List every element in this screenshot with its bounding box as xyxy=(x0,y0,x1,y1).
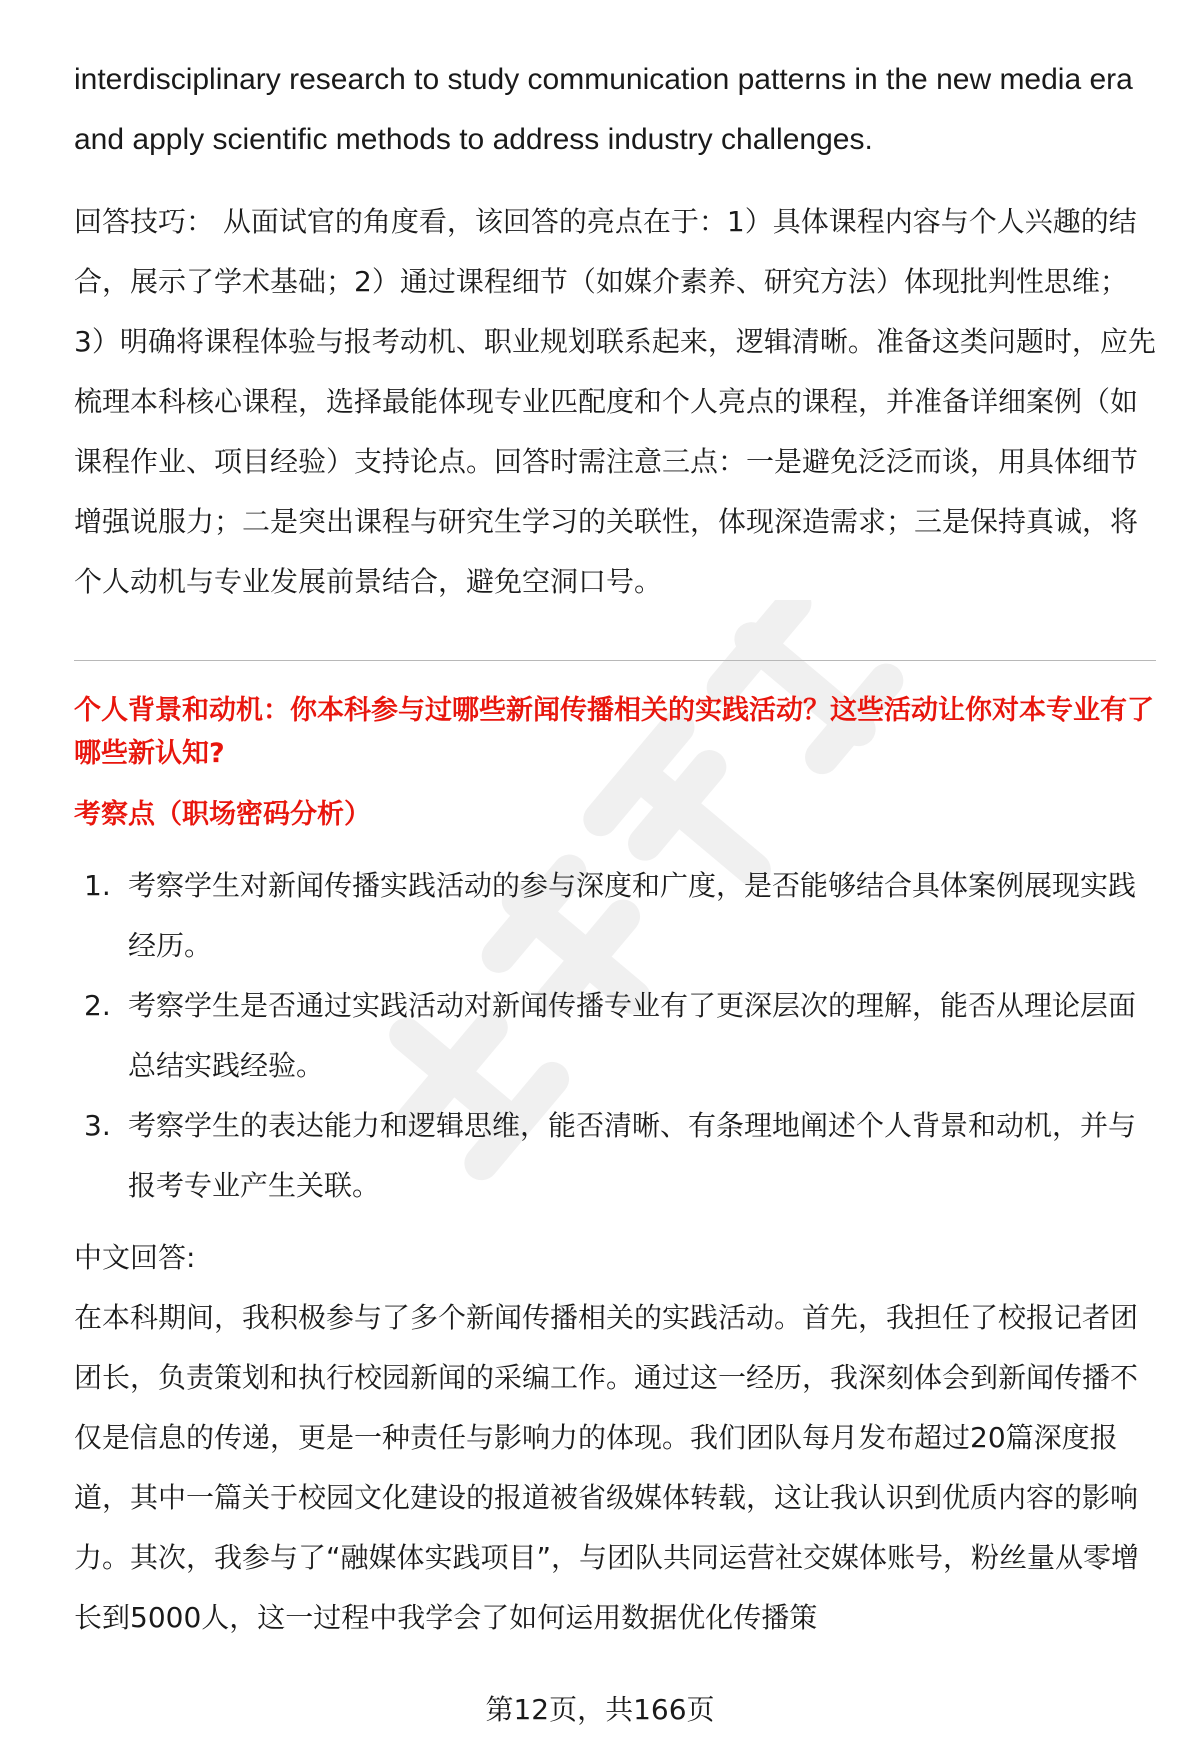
assessment-points-heading: 考察点（职场密码分析） xyxy=(74,799,371,830)
list-item xyxy=(74,1096,1156,1216)
page-number-footer: 第12页，共166页 xyxy=(485,1693,715,1726)
list-item-text: 考察学生的表达能力和逻辑思维，能否清晰、有条理地阐述个人背景和动机，并与报考专业产生关联。 xyxy=(128,1109,1137,1202)
question-heading: 个人背景和动机：你本科参与过哪些新闻传播相关的实践活动？这些活动让你对本专业有了哪些新认知? xyxy=(74,695,1154,769)
document-page xyxy=(74,50,1156,1648)
answer-tips-paragraph: 回答技巧： 从面试官的角度看，该回答的亮点在于：1）具体课程内容与个人兴趣的结合，展示了学术基础；2）通过课程细节（如媒介素养、研究方法）体现批判性思维；3）明确将课程体验与报考动机、职业规划联系起来，逻辑清晰。准备这类问题时，应先梳理本科核心课程，选择最能体现专业匹配度和个人亮点的课程，并准备详细案例（如课程作业、项目经验）支持论点。回答时需注意三点：一是避免泛泛而谈，用具体细节增强说服力；二是突出课程与研究生学习的关联性，体现深造需求；三是保持真诚，将个人动机与专业发展前景结合，避免空洞口号。 xyxy=(74,205,1156,598)
section-divider xyxy=(74,660,1156,661)
list-item-number: 1. xyxy=(84,869,111,902)
chinese-answer-paragraph: 在本科期间，我积极参与了多个新闻传播相关的实践活动。首先，我担任了校报记者团团长，负责策划和执行校园新闻的采编工作。通过这一经历，我深刻体会到新闻传播不仅是信息的传递，更是一种责任与影响力的体现。我们团队每月发布超过20篇深度报道，其中一篇关于校园文化建设的报道被省级媒体转载，这让我认识到优质内容的影响力。其次，我参与了“融媒体实践项目”，与团队共同运营社交媒体账号，粉丝量从零增长到5000人，这一过程中我学会了如何运用数据优化传播策 xyxy=(74,1301,1140,1634)
list-item-text: 考察学生对新闻传播实践活动的参与深度和广度，是否能够结合具体案例展现实践经历。 xyxy=(128,869,1137,962)
list-item-text: 考察学生是否通过实践活动对新闻传播专业有了更深层次的理解，能否从理论层面总结实践经验。 xyxy=(128,989,1137,1082)
list-item-number: 2. xyxy=(84,989,111,1022)
list-item xyxy=(74,856,1156,976)
assessment-points-list xyxy=(74,856,1156,1216)
intro-paragraph-english: interdisciplinary research to study communication patterns in the new media era and apply scientific methods to address industry challenges. xyxy=(74,63,1133,156)
list-item xyxy=(74,976,1156,1096)
chinese-answer-label: 中文回答: xyxy=(74,1241,196,1274)
list-item-number: 3. xyxy=(84,1109,111,1142)
